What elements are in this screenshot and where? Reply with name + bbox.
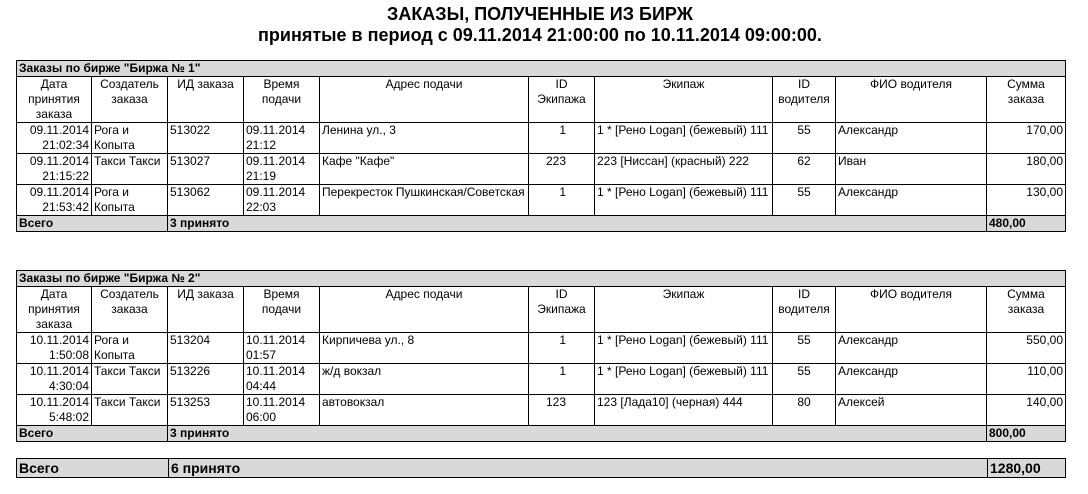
accept-date-cell: 10.11.2014 4:30:04 — [17, 364, 92, 395]
order-id-cell: 513204 — [168, 333, 244, 364]
pickup-time-cell: 10.11.2014 06:00 — [244, 395, 320, 426]
driver-name-cell: Александр — [836, 185, 987, 216]
creator-cell: Такси Такси — [92, 364, 168, 395]
table-row — [17, 333, 1066, 364]
column-header: ID Экипажа — [529, 287, 595, 333]
subtotal-count: 3 принято — [168, 426, 987, 442]
column-header: ID водителя — [773, 287, 836, 333]
address-cell: автовокзал — [320, 395, 529, 426]
grand-total-count: 6 принято — [169, 459, 988, 478]
pickup-time-cell: 10.11.2014 01:57 — [244, 333, 320, 364]
driver-id-cell: 80 — [773, 395, 836, 426]
table-row — [17, 364, 1066, 395]
creator-cell: Рога и Копыта — [92, 123, 168, 154]
grand-total-label: Всего — [17, 459, 169, 478]
column-header: Экипаж — [595, 77, 773, 123]
driver-id-cell: 55 — [773, 333, 836, 364]
column-header: Адрес подачи — [320, 287, 529, 333]
table-row — [17, 185, 1066, 216]
sum-cell: 170,00 — [987, 123, 1066, 154]
address-cell: Кирпичева ул., 8 — [320, 333, 529, 364]
creator-cell: Рога и Копыта — [92, 333, 168, 364]
order-id-cell: 513062 — [168, 185, 244, 216]
order-id-cell: 513253 — [168, 395, 244, 426]
order-id-cell: 513022 — [168, 123, 244, 154]
column-header: Сумма заказа — [987, 77, 1066, 123]
order-id-cell: 513027 — [168, 154, 244, 185]
subtotal-row — [17, 426, 1066, 442]
column-header: Время подачи — [244, 287, 320, 333]
pickup-time-cell: 09.11.2014 22:03 — [244, 185, 320, 216]
column-header: Дата принятия заказа — [17, 287, 92, 333]
pickup-time-cell: 09.11.2014 21:12 — [244, 123, 320, 154]
address-cell: Перекресток Пушкинская/Советская — [320, 185, 529, 216]
column-header: Время подачи — [244, 77, 320, 123]
crew-cell: 223 [Ниссан] (красный) 222 — [595, 154, 773, 185]
sum-cell: 550,00 — [987, 333, 1066, 364]
subtotal-sum: 800,00 — [987, 426, 1066, 442]
crew-id-cell: 223 — [529, 154, 595, 185]
crew-id-cell: 1 — [529, 333, 595, 364]
header-row — [17, 287, 1066, 333]
column-header: Экипаж — [595, 287, 773, 333]
report-period: принятые в период с 09.11.2014 21:00:00 по 10.11.2014 09:00:00. — [258, 25, 822, 45]
exchange-caption: Заказы по бирже "Биржа № 1" — [17, 61, 1066, 77]
column-header: ИД заказа — [168, 287, 244, 333]
header-row — [17, 77, 1066, 123]
column-header: ФИО водителя — [836, 77, 987, 123]
column-header: ID Экипажа — [529, 77, 595, 123]
column-header: Адрес подачи — [320, 77, 529, 123]
column-header: ID водителя — [773, 77, 836, 123]
accept-date-cell: 10.11.2014 1:50:08 — [17, 333, 92, 364]
grand-total-sum: 1280,00 — [988, 459, 1066, 478]
pickup-time-cell: 09.11.2014 21:19 — [244, 154, 320, 185]
creator-cell: Такси Такси — [92, 395, 168, 426]
driver-name-cell: Александр — [836, 364, 987, 395]
column-header: Сумма заказа — [987, 287, 1066, 333]
driver-id-cell: 62 — [773, 154, 836, 185]
creator-cell: Такси Такси — [92, 154, 168, 185]
driver-name-cell: Иван — [836, 154, 987, 185]
crew-id-cell: 1 — [529, 364, 595, 395]
crew-cell: 1 * [Рено Logan] (бежевый) 111 — [595, 185, 773, 216]
crew-cell: 1 * [Рено Logan] (бежевый) 111 — [595, 364, 773, 395]
driver-id-cell: 55 — [773, 185, 836, 216]
column-header: Дата принятия заказа — [17, 77, 92, 123]
crew-id-cell: 1 — [529, 123, 595, 154]
driver-name-cell: Александр — [836, 333, 987, 364]
grand-total-row — [16, 458, 1066, 478]
accept-date-cell: 09.11.2014 21:53:42 — [17, 185, 92, 216]
subtotal-row — [17, 216, 1066, 232]
subtotal-count: 3 принято — [168, 216, 987, 232]
sum-cell: 140,00 — [987, 395, 1066, 426]
pickup-time-cell: 10.11.2014 04:44 — [244, 364, 320, 395]
table-row — [17, 123, 1066, 154]
subtotal-label: Всего — [17, 216, 168, 232]
address-cell: ж/д вокзал — [320, 364, 529, 395]
address-cell: Кафе "Кафе" — [320, 154, 529, 185]
driver-name-cell: Александр — [836, 123, 987, 154]
crew-id-cell: 1 — [529, 185, 595, 216]
subtotal-sum: 480,00 — [987, 216, 1066, 232]
sum-cell: 130,00 — [987, 185, 1066, 216]
column-header: ФИО водителя — [836, 287, 987, 333]
driver-id-cell: 55 — [773, 364, 836, 395]
accept-date-cell: 09.11.2014 21:02:34 — [17, 123, 92, 154]
accept-date-cell: 09.11.2014 21:15:22 — [17, 154, 92, 185]
column-header: Создатель заказа — [92, 287, 168, 333]
creator-cell: Рога и Копыта — [92, 185, 168, 216]
report-title: ЗАКАЗЫ, ПОЛУЧЕННЫЕ ИЗ БИРЖ — [387, 4, 693, 24]
crew-cell: 1 * [Рено Logan] (бежевый) 111 — [595, 123, 773, 154]
crew-cell: 1 * [Рено Logan] (бежевый) 111 — [595, 333, 773, 364]
table-row — [17, 154, 1066, 185]
column-header: Создатель заказа — [92, 77, 168, 123]
sum-cell: 110,00 — [987, 364, 1066, 395]
table-row — [17, 395, 1066, 426]
accept-date-cell: 10.11.2014 5:48:02 — [17, 395, 92, 426]
exchange-table — [16, 270, 1066, 442]
subtotal-label: Всего — [17, 426, 168, 442]
order-id-cell: 513226 — [168, 364, 244, 395]
exchange-table — [16, 60, 1066, 232]
driver-name-cell: Алексей — [836, 395, 987, 426]
crew-cell: 123 [Лада10] (черная) 444 — [595, 395, 773, 426]
crew-id-cell: 123 — [529, 395, 595, 426]
sum-cell: 180,00 — [987, 154, 1066, 185]
column-header: ИД заказа — [168, 77, 244, 123]
driver-id-cell: 55 — [773, 123, 836, 154]
address-cell: Ленина ул., 3 — [320, 123, 529, 154]
exchange-caption: Заказы по бирже "Биржа № 2" — [17, 271, 1066, 287]
